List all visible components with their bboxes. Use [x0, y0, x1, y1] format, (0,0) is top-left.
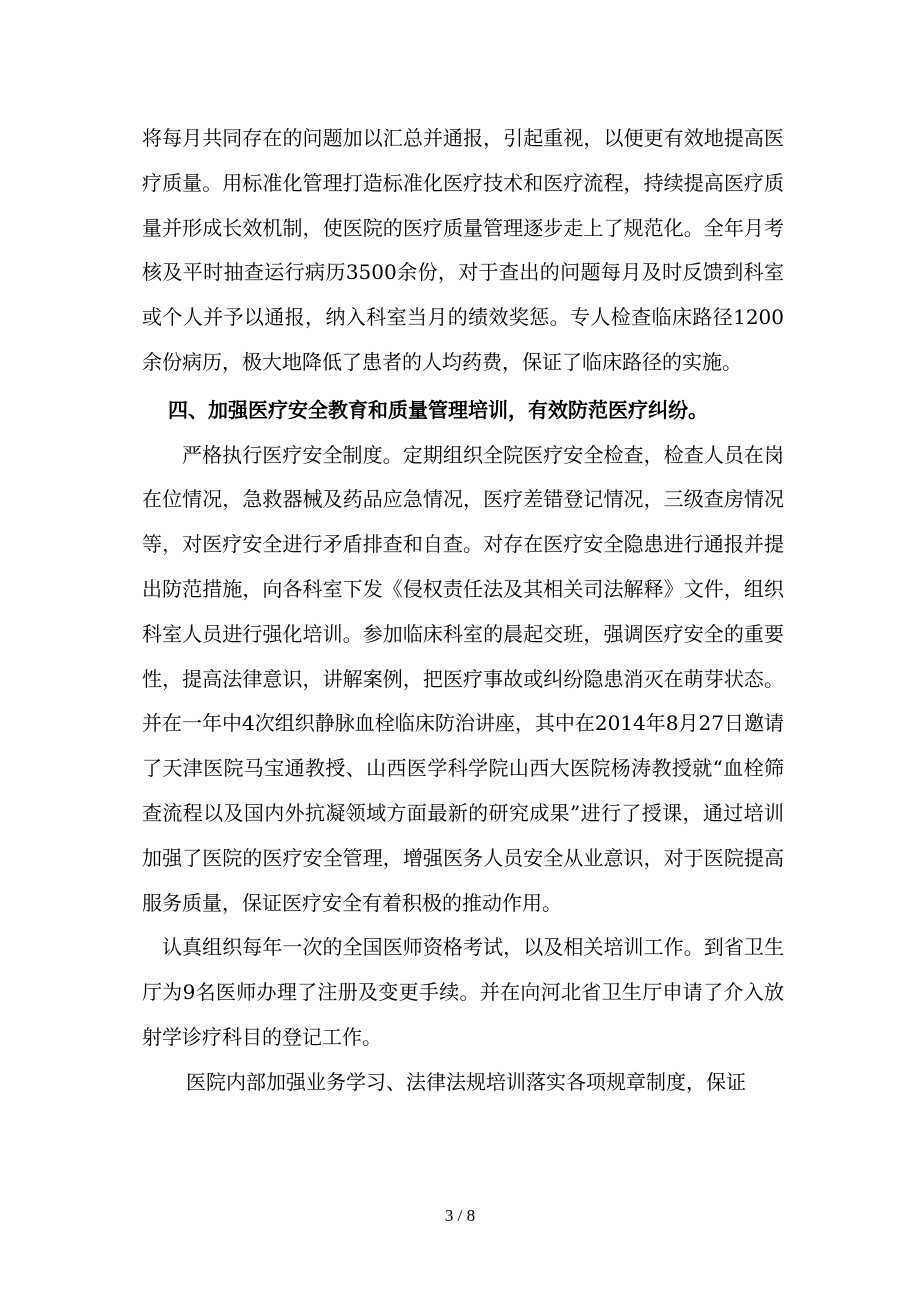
paragraph-internal-training: 医院内部加强业务学习、法律法规培训落实各项规章制度，保证	[186, 1069, 746, 1094]
paragraph-safety-system: 严格执行医疗安全制度。定期组织全院医疗安全检查，检查人员在岗在位情况，急救器械及药品应急情况，医疗差错登记情况，三级查房情况等，对医疗安全进行矛盾排查和自查。对存在医疗安全隐患进行通报并提出防范措施，向各科室下发《侵权责任法及其相关司法解释》文件，组织科室人员进行强化培训。参加临床科室的晨起交班，强调医疗安全的重要性，提高法律意识，讲解案例，把医疗事故或纠纷隐患消灭在萌芽状态。并在一年中4次组织静脉血栓临床防治讲座，其中在2014年8月27日邀请了天津医院马宝通教授、山西医学科学院山西大医院杨涛教授就“血栓筛查流程以及国内外抗凝领域方面最新的研究成果”进行了授课，通过培训加强了医院的医疗安全管理，增强医务人员安全从业意识，对于医院提高服务质量，保证医疗安全有着积极的推动作用。	[142, 442, 784, 915]
page-number: 3 / 8	[444, 1206, 476, 1225]
document-body	[142, 116, 784, 1105]
paragraph-quality-summary: 将每月共同存在的问题加以汇总并通报，引起重视，以便更有效地提高医疗质量。用标准化管理打造标准化医疗技术和医疗流程，持续提高医疗质量并形成长效机制，使医院的医疗质量管理逐步走上了规范化。全年月考核及平时抽查运行病历3500余份，对于查出的问题每月及时反馈到科室或个人并予以通报，纳入科室当月的绩效奖惩。专人检查临床路径1200余份病历，极大地降低了患者的人均药费，保证了临床路径的实施。	[142, 126, 784, 374]
section-heading-safety-education: 四、加强医疗安全教育和质量管理培训，有效防范医疗纠纷。	[168, 397, 708, 422]
paragraph-physician-exam: 认真组织每年一次的全国医师资格考试，以及相关培训工作。到省卫生厅为9名医师办理了注册及变更手续。并在向河北省卫生厅申请了介入放射学诊疗科目的登记工作。	[142, 935, 784, 1049]
